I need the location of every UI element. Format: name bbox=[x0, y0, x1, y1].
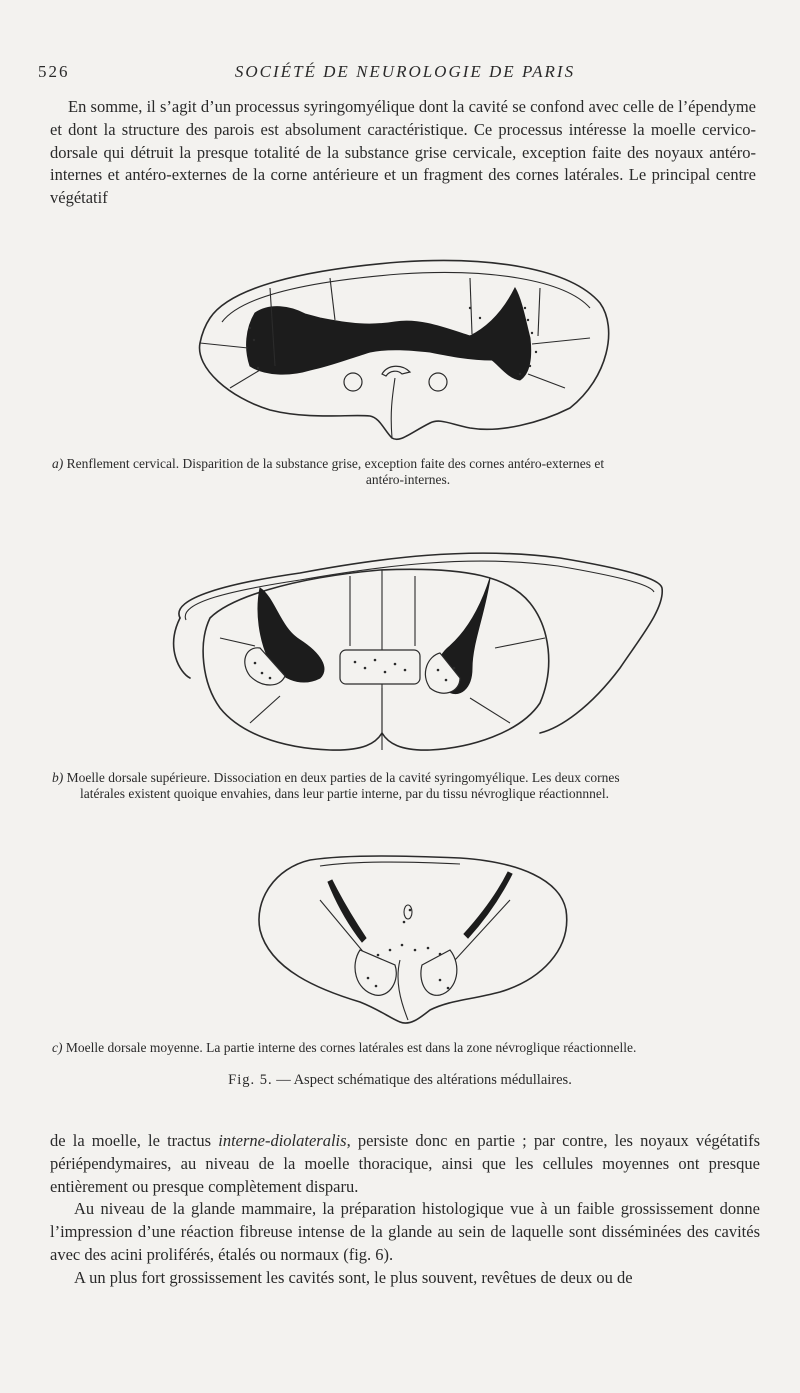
caption-c bbox=[52, 1040, 764, 1056]
figure-a-cervical-section bbox=[170, 248, 630, 448]
caption-b-bold: Moelle dorsale supérieure. bbox=[66, 770, 211, 785]
paragraph-bottom-1-italic: interne-diolateralis bbox=[218, 1131, 347, 1150]
paragraph-bottom-1 bbox=[50, 1130, 760, 1198]
caption-a-text: Disparition de la substance grise, exception faite des cornes antéro-externes et bbox=[179, 456, 605, 471]
page-number: 526 bbox=[38, 62, 70, 81]
running-title: SOCIÉTÉ DE NEUROLOGIE DE PARIS bbox=[234, 62, 576, 81]
figure-title-text: — Aspect schématique des altérations médullaires. bbox=[272, 1072, 572, 1088]
caption-b-letter: b) bbox=[52, 770, 64, 785]
caption-a-line2: antéro-internes. bbox=[365, 472, 451, 487]
caption-a bbox=[52, 456, 764, 488]
caption-c-text: Moelle dorsale moyenne. La partie interne des cornes latérales est dans la zone névroglique réactionnelle. bbox=[65, 1040, 637, 1055]
caption-c-letter: c) bbox=[52, 1040, 63, 1055]
caption-a-letter: a) bbox=[52, 456, 64, 471]
paragraph-bottom-1-start: de la moelle, le tractus bbox=[50, 1131, 219, 1150]
paragraph-bottom-3: A un plus fort grossissement les cavités sont, le plus souvent, revêtues de deux ou de bbox=[74, 1267, 633, 1287]
paragraph-top bbox=[50, 96, 756, 210]
paragraphs-bottom bbox=[50, 1130, 760, 1290]
caption-b-line2: latérales existent quoique envahies, dans leur partie interne, par du tissu névroglique réactionnnel. bbox=[80, 786, 609, 801]
figure-c-mid-dorsal-section bbox=[250, 850, 580, 1030]
figure-label: Fig. 5. bbox=[228, 1072, 273, 1088]
caption-b bbox=[52, 770, 764, 802]
figure-b-upper-dorsal-section bbox=[150, 528, 670, 758]
caption-a-bold: Renflement cervical. bbox=[66, 456, 180, 471]
running-header bbox=[0, 62, 800, 86]
paragraph-bottom-1-rest: , persiste donc en partie ; par contre, les noyaux végétatifs périépendymaires, au niveau de la moelle thoracique, ainsi que les cellules moyennes ont presque entièrement ou presque complètement disparu. bbox=[50, 1131, 760, 1196]
paragraph-top-text: En somme, il s’agit d’un processus syringomyélique dont la cavité se confond avec celle de l’épendyme et dont la structure des parois est absolument caractéristique. Ce processus intéresse la moelle cervico-dorsale qui détruit la presque totalité de la substance grise cervicale, exception faite des noyaux antéro-internes et antéro-externes de la corne antérieure et un fragment des cornes latérales. Le principal centre végétatif bbox=[50, 97, 756, 208]
caption-b-text: Dissociation en deux parties de la cavité syringomyélique. Les deux cornes bbox=[210, 770, 620, 785]
paragraph-bottom-2: Au niveau de la glande mammaire, la préparation histologique vue à un faible grossissement donne l’impression d’une réaction fibreuse intense de la glande au sein de laquelle sont disséminées des cavités avec des acini proliférés, étalés ou normaux (fig. 6). bbox=[50, 1199, 760, 1264]
figure-title bbox=[0, 1072, 800, 1088]
